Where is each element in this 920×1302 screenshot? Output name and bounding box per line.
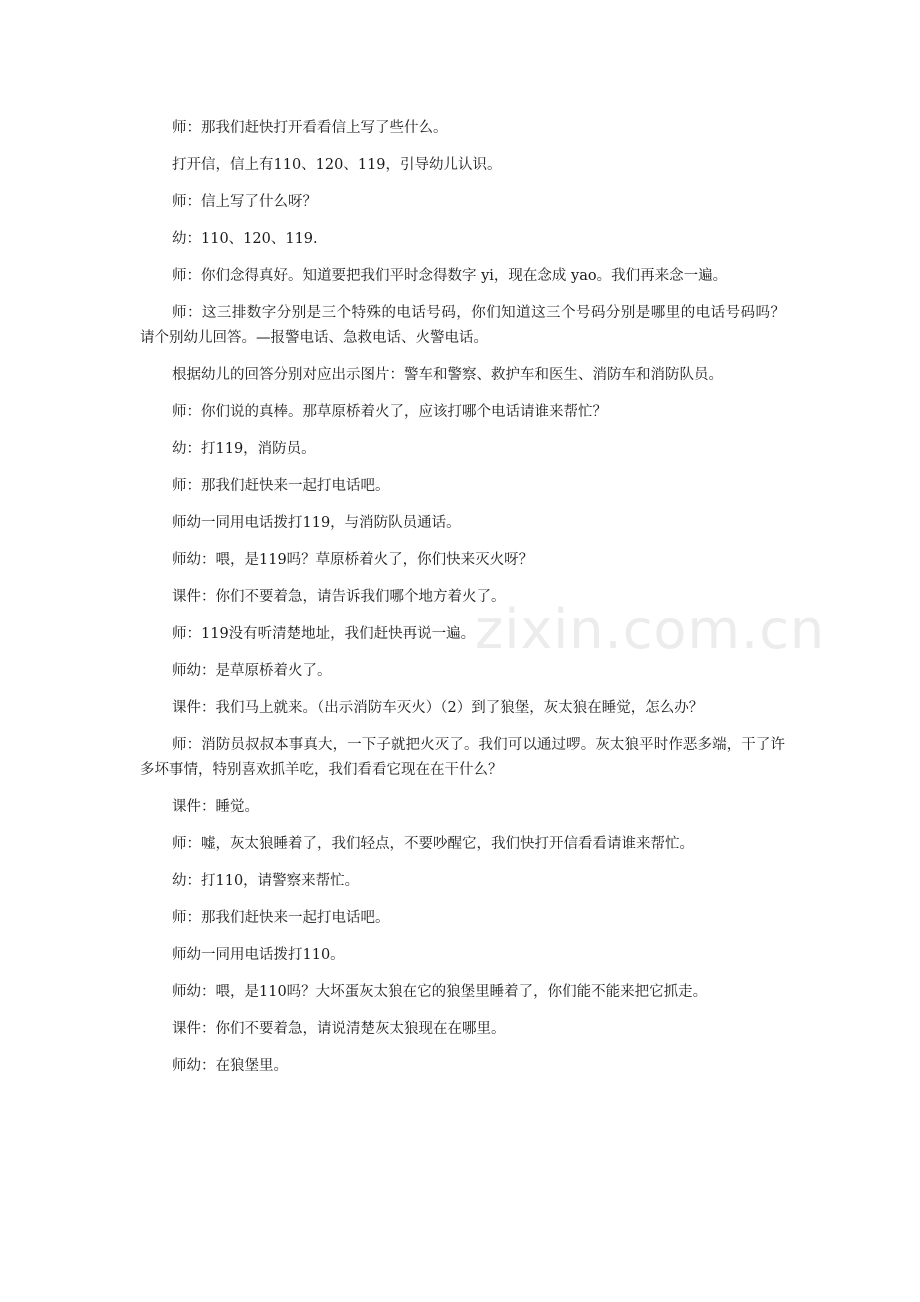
paragraph: 课件：睡觉。 <box>172 799 259 815</box>
paragraph: 师：119没有听清楚地址，我们赶快再说一遍。 <box>172 626 476 642</box>
paragraph: 师幼：是草原桥着火了。 <box>172 663 332 679</box>
watermark: zixin.com.cn <box>475 598 826 661</box>
paragraph: 幼：打110，请警察来帮忙。 <box>172 873 360 889</box>
paragraph: 幼：打119，消防员。 <box>172 441 316 457</box>
paragraph: 师：消防员叔叔本事真大，一下子就把火灭了。我们可以通过啰。灰太狼平时作恶多端，干了许多坏事情，特别喜欢抓羊吃，我们看看它现在在干什么？ <box>140 737 785 778</box>
paragraph: 课件：你们不要着急，请说清楚灰太狼现在在哪里。 <box>172 1021 506 1037</box>
paragraph: 师幼：喂，是119吗？草原桥着火了，你们快来灭火呀？ <box>172 552 534 568</box>
paragraph: 师：你们念得真好。知道要把我们平时念得数字 yi，现在念成 yao。我们再来念一遍。 <box>172 268 728 284</box>
paragraph: 根据幼儿的回答分别对应出示图片：警车和警察、救护车和医生、消防车和消防队员。 <box>172 367 723 383</box>
document-body <box>140 116 814 1091</box>
paragraph: 师：信上写了什么呀？ <box>172 194 317 210</box>
paragraph: 课件：我们马上就来。（出示消防车灭火）（2）到了狼堡，灰太狼在睡觉，怎么办？ <box>172 700 704 716</box>
paragraph: 师：那我们赶快来一起打电话吧。 <box>172 910 390 926</box>
paragraph: 师：嘘，灰太狼睡着了，我们轻点，不要吵醒它，我们快打开信看看请谁来帮忙。 <box>172 836 694 852</box>
paragraph: 师：你们说的真棒。那草原桥着火了，应该打哪个电话请谁来帮忙？ <box>172 404 607 420</box>
paragraph: 课件：你们不要着急，请告诉我们哪个地方着火了。 <box>172 589 506 605</box>
paragraph: 师幼：喂，是110吗？大坏蛋灰太狼在它的狼堡里睡着了，你们能不能来把它抓走。 <box>172 984 708 1000</box>
paragraph: 打开信，信上有110、120、119，引导幼儿认识。 <box>172 157 502 173</box>
paragraph: 师：那我们赶快打开看看信上写了些什么。 <box>172 120 448 136</box>
paragraph: 师幼一同用电话拨打110。 <box>172 947 345 963</box>
paragraph: 师：那我们赶快来一起打电话吧。 <box>172 478 390 494</box>
paragraph: 师幼：在狼堡里。 <box>172 1058 288 1074</box>
paragraph: 师幼一同用电话拨打119，与消防队员通话。 <box>172 515 461 531</box>
paragraph: 师：这三排数字分别是三个特殊的电话号码，你们知道这三个号码分别是哪里的电话号码吗？ 请个别幼儿回答。—报警电话、急救电话、火警电话。 <box>140 305 814 346</box>
paragraph: 幼：110、120、119. <box>172 231 318 247</box>
